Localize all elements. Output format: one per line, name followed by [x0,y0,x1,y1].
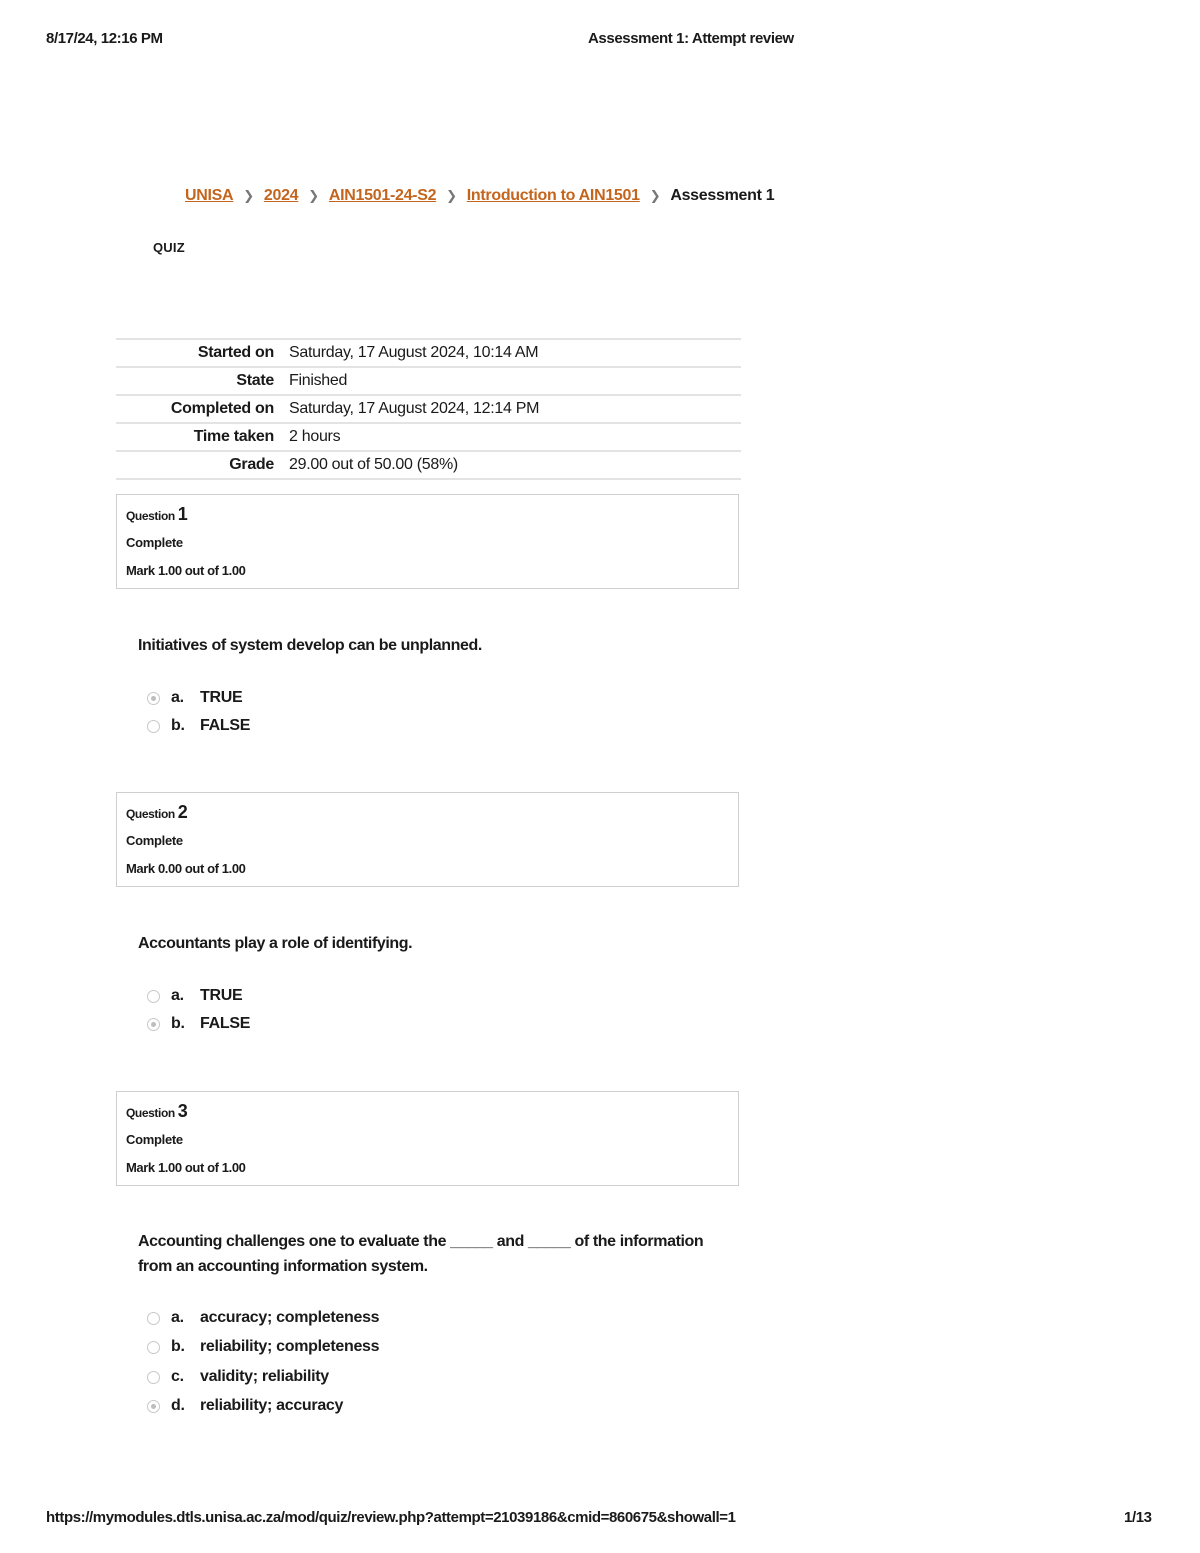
summary-value: Saturday, 17 August 2024, 12:14 PM [289,395,741,423]
question-info-1 [116,494,739,589]
question-number: Question 2 [126,802,188,822]
question-mark: Mark 1.00 out of 1.00 [126,563,246,578]
question-state: Complete [126,833,183,848]
breadcrumb-current: Assessment 1 [670,187,775,204]
answer-letter: b. [171,1015,185,1032]
radio-unselected-icon[interactable] [147,720,160,733]
radio-unselected-icon[interactable] [147,1312,160,1325]
answer-letter: a. [171,1309,184,1326]
question-info-3 [116,1091,739,1186]
question-number: Question 3 [126,1101,188,1121]
summary-row-state [116,367,741,395]
question-state: Complete [126,1132,183,1147]
answer-text: reliability; completeness [200,1338,380,1355]
question-text-2: Accountants play a role of identifying. [138,935,413,952]
chevron-right-icon: ❯ [243,188,254,203]
answer-option[interactable] [147,987,242,1005]
radio-selected-icon[interactable] [147,692,160,705]
summary-row-completed [116,395,741,423]
chevron-right-icon: ❯ [446,188,457,203]
print-title: Assessment 1: Attempt review [588,30,794,47]
answer-letter: a. [171,689,184,706]
question-mark: Mark 0.00 out of 1.00 [126,861,246,876]
print-url: https://mymodules.dtls.unisa.ac.za/mod/quiz/review.php?attempt=21039186&cmid=860675&showall=1 [46,1509,736,1526]
print-datetime: 8/17/24, 12:16 PM [46,30,163,47]
summary-label: Completed on [116,395,289,423]
question-state: Complete [126,535,183,550]
breadcrumb-link-section[interactable]: Introduction to AIN1501 [466,187,640,204]
answer-option[interactable] [147,1338,379,1356]
answer-letter: a. [171,987,184,1004]
page-type-label: QUIZ [153,240,185,255]
summary-row-grade [116,451,741,479]
answer-text: FALSE [200,717,251,734]
chevron-right-icon: ❯ [308,188,319,203]
breadcrumb-link-unisa[interactable]: UNISA [185,187,234,204]
answer-text: validity; reliability [200,1368,329,1385]
answer-letter: b. [171,717,185,734]
print-page-number: 1/13 [1124,1509,1152,1526]
answer-option[interactable] [147,1397,343,1415]
summary-value: Finished [289,367,741,395]
radio-unselected-icon[interactable] [147,1341,160,1354]
radio-unselected-icon[interactable] [147,1371,160,1384]
summary-label: Started on [116,339,289,367]
answer-text: TRUE [200,987,243,1004]
answer-option[interactable] [147,717,250,735]
question-text-1: Initiatives of system develop can be unplanned. [138,637,482,654]
breadcrumb-link-course[interactable]: AIN1501-24-S2 [328,187,437,204]
summary-row-started [116,339,741,367]
answer-text: TRUE [200,689,243,706]
question-mark: Mark 1.00 out of 1.00 [126,1160,246,1175]
summary-value: Saturday, 17 August 2024, 10:14 AM [289,339,741,367]
chevron-right-icon: ❯ [649,188,661,203]
breadcrumb-link-year[interactable]: 2024 [263,187,299,204]
answer-text: accuracy; completeness [200,1309,380,1326]
radio-unselected-icon[interactable] [147,990,160,1003]
summary-label: State [116,367,289,395]
answer-option[interactable] [147,1368,329,1386]
answer-text: reliability; accuracy [200,1397,344,1414]
answer-option[interactable] [147,1309,379,1327]
attempt-summary-table [116,338,741,480]
question-number: Question 1 [126,504,188,524]
question-text-3: Accounting challenges one to evaluate the _____ and _____ of the information from an accounting information system. [138,1233,704,1275]
radio-selected-icon[interactable] [147,1400,160,1413]
answer-letter: b. [171,1338,185,1355]
radio-selected-icon[interactable] [147,1018,160,1031]
summary-value: 2 hours [289,423,741,451]
breadcrumb [185,187,774,205]
summary-value: 29.00 out of 50.00 (58%) [289,451,741,479]
summary-row-time-taken [116,423,741,451]
answer-letter: d. [171,1397,185,1414]
summary-label: Time taken [116,423,289,451]
question-info-2 [116,792,739,887]
summary-label: Grade [116,451,289,479]
answer-option[interactable] [147,1015,250,1033]
answer-option[interactable] [147,689,242,707]
answer-letter: c. [171,1368,184,1385]
answer-text: FALSE [200,1015,251,1032]
